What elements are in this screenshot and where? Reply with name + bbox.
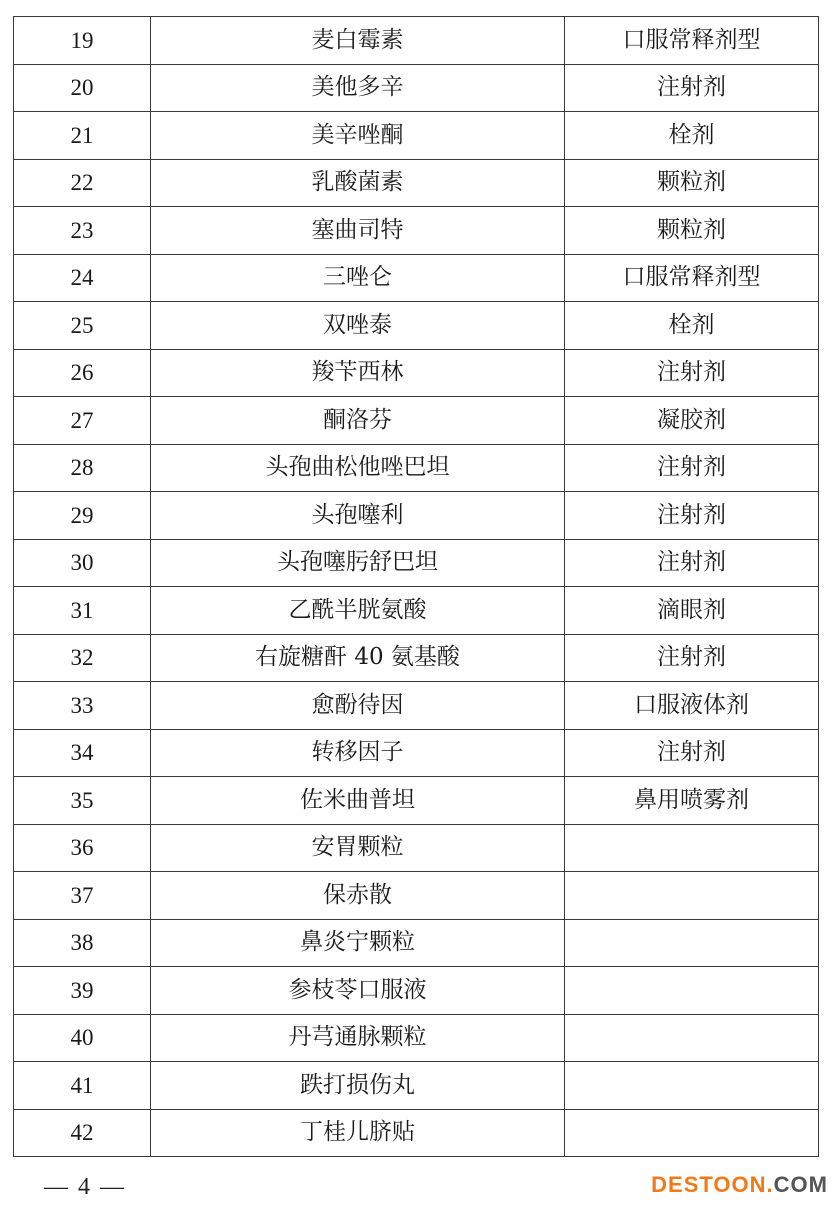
dosage-form-cell: 凝胶剂 — [565, 397, 819, 445]
table-row — [14, 634, 819, 682]
dosage-form-cell: 注射剂 — [565, 349, 819, 397]
dosage-form-cell: 栓剂 — [565, 302, 819, 350]
row-number-cell: 36 — [14, 824, 151, 872]
drug-name-cell: 丁桂儿脐贴 — [151, 1109, 565, 1157]
drug-name-cell: 保赤散 — [151, 872, 565, 920]
table-row — [14, 207, 819, 255]
row-number-cell: 33 — [14, 682, 151, 730]
table-row — [14, 682, 819, 730]
drug-name-cell: 三唑仑 — [151, 254, 565, 302]
table-body — [14, 17, 819, 1157]
table-row — [14, 17, 819, 65]
drug-name-cell: 乳酸菌素 — [151, 159, 565, 207]
dosage-form-cell: 滴眼剂 — [565, 587, 819, 635]
table-row — [14, 729, 819, 777]
dosage-form-cell: 注射剂 — [565, 444, 819, 492]
drug-name-cell: 参枝苓口服液 — [151, 967, 565, 1015]
table-row — [14, 1014, 819, 1062]
table-row — [14, 254, 819, 302]
table-row — [14, 444, 819, 492]
dosage-form-cell: 口服常释剂型 — [565, 254, 819, 302]
dosage-form-cell: 颗粒剂 — [565, 159, 819, 207]
drug-name-cell: 跌打损伤丸 — [151, 1062, 565, 1110]
row-number-cell: 21 — [14, 112, 151, 160]
drug-name-cell: 转移因子 — [151, 729, 565, 777]
drug-table — [13, 16, 819, 1157]
table-row — [14, 539, 819, 587]
row-number-cell: 31 — [14, 587, 151, 635]
dosage-form-cell: 鼻用喷雾剂 — [565, 777, 819, 825]
drug-name-cell: 羧苄西林 — [151, 349, 565, 397]
dosage-form-cell: 注射剂 — [565, 492, 819, 540]
dosage-form-cell — [565, 872, 819, 920]
drug-name-cell: 塞曲司特 — [151, 207, 565, 255]
drug-name-cell: 美辛唑酮 — [151, 112, 565, 160]
table-row — [14, 824, 819, 872]
drug-name-cell: 麦白霉素 — [151, 17, 565, 65]
row-number-cell: 23 — [14, 207, 151, 255]
table-row — [14, 872, 819, 920]
drug-name-cell: 头孢噻利 — [151, 492, 565, 540]
drug-name-cell: 头孢噻肟舒巴坦 — [151, 539, 565, 587]
drug-name-cell: 安胃颗粒 — [151, 824, 565, 872]
row-number-cell: 34 — [14, 729, 151, 777]
table-row — [14, 64, 819, 112]
row-number-cell: 32 — [14, 634, 151, 682]
row-number-cell: 42 — [14, 1109, 151, 1157]
watermark-tld: COM — [773, 1172, 828, 1197]
drug-name-cell: 鼻炎宁颗粒 — [151, 919, 565, 967]
dosage-form-cell: 口服液体剂 — [565, 682, 819, 730]
drug-name-cell: 右旋糖酐 40 氨基酸 — [151, 634, 565, 682]
table-row — [14, 777, 819, 825]
dosage-form-cell — [565, 1062, 819, 1110]
drug-name-cell: 头孢曲松他唑巴坦 — [151, 444, 565, 492]
dosage-form-cell: 注射剂 — [565, 64, 819, 112]
dosage-form-cell: 栓剂 — [565, 112, 819, 160]
dosage-form-cell — [565, 967, 819, 1015]
watermark-main: DESTOON — [651, 1172, 767, 1197]
row-number-cell: 35 — [14, 777, 151, 825]
table-row — [14, 349, 819, 397]
watermark-dot: . — [766, 1172, 774, 1197]
row-number-cell: 28 — [14, 444, 151, 492]
dosage-form-cell: 注射剂 — [565, 729, 819, 777]
drug-name-cell: 美他多辛 — [151, 64, 565, 112]
row-number-cell: 19 — [14, 17, 151, 65]
page-number: — 4 — — [44, 1174, 126, 1200]
table-row — [14, 1109, 819, 1157]
row-number-cell: 29 — [14, 492, 151, 540]
dosage-form-cell — [565, 1109, 819, 1157]
row-number-cell: 41 — [14, 1062, 151, 1110]
drug-name-cell: 酮洛芬 — [151, 397, 565, 445]
drug-name-cell: 乙酰半胱氨酸 — [151, 587, 565, 635]
dosage-form-cell: 口服常释剂型 — [565, 17, 819, 65]
row-number-cell: 39 — [14, 967, 151, 1015]
table-row — [14, 302, 819, 350]
dosage-form-cell — [565, 919, 819, 967]
drug-name-cell: 佐米曲普坦 — [151, 777, 565, 825]
table-row — [14, 112, 819, 160]
row-number-cell: 37 — [14, 872, 151, 920]
row-number-cell: 22 — [14, 159, 151, 207]
table-row — [14, 587, 819, 635]
row-number-cell: 24 — [14, 254, 151, 302]
table-row — [14, 492, 819, 540]
row-number-cell: 27 — [14, 397, 151, 445]
table-row — [14, 967, 819, 1015]
dosage-form-cell: 颗粒剂 — [565, 207, 819, 255]
row-number-cell: 20 — [14, 64, 151, 112]
row-number-cell: 40 — [14, 1014, 151, 1062]
drug-name-cell: 愈酚待因 — [151, 682, 565, 730]
table-row — [14, 397, 819, 445]
dosage-form-cell: 注射剂 — [565, 539, 819, 587]
dosage-form-cell — [565, 1014, 819, 1062]
table-row — [14, 919, 819, 967]
table-row — [14, 1062, 819, 1110]
row-number-cell: 38 — [14, 919, 151, 967]
table-row — [14, 159, 819, 207]
row-number-cell: 25 — [14, 302, 151, 350]
row-number-cell: 30 — [14, 539, 151, 587]
dosage-form-cell: 注射剂 — [565, 634, 819, 682]
row-number-cell: 26 — [14, 349, 151, 397]
dosage-form-cell — [565, 824, 819, 872]
watermark-logo — [651, 1172, 828, 1198]
drug-name-cell: 双唑泰 — [151, 302, 565, 350]
drug-name-cell: 丹芎通脉颗粒 — [151, 1014, 565, 1062]
